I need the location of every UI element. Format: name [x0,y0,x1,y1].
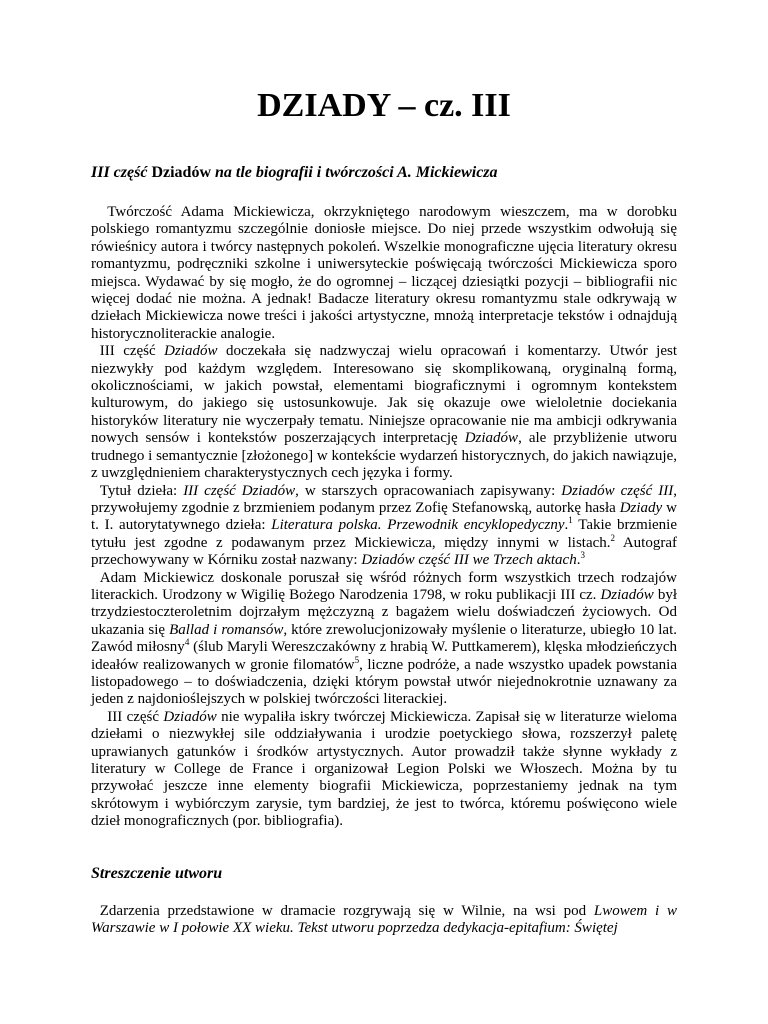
italic-text: Literatura polska. Przewodnik encyklopedyczny [271,517,565,534]
heading-part: na tle biografii i twórczości A. Mickiewicza [211,164,498,181]
document-title: DZIADY – cz. III [257,87,511,124]
heading-part: III część [91,164,152,181]
text-run: Zdarzenia przedstawione w dramacie rozgrywają się w Wilnie, na wsi pod [99,903,594,919]
section-heading-biography [91,163,498,183]
paragraph-6 [91,903,677,938]
body-text-block [91,903,677,938]
paragraph-5 [91,709,677,831]
text-run: doczekała się nadzwyczaj wielu opracowań i komentarzy. Utwór jest niezwykły pod każdym względem. Interesowano się skomplikowaną, oryginalną formą, okolicznościami, w jakich powstał, elementami biograficznymi i ogromnym kontekstem kulturowym, do jakiego się ustosunkowuje. Jak się okazuje owe wieloletnie dociekania historyków literatury nie wyczerpały tematu. Niniejsze opracowanie nie ma ambicji odkrywania nowych sensów i kontekstów poszerzających interpretację [91,343,677,447]
text-run: III część [99,343,165,360]
text-run: nie wypaliła iskry twórczej Mickiewicza. Zapisał się w literaturze wieloma dziełami o niezwykłej sile oddziaływania i urodzie poetyckiego słowa, rozszerzył paletę uprawianych gatunków i środków artystycznych. Autor prowadził także słynne wykłady z literatury w College de France i organizował Legion Polski we Włoszech. Można by tu przywołać jeszcze inne elementy biografii Mickiewicza, poprzestaniemy jednak na tym skrótowym i wybiórczym zarysie, tym bardziej, że jest to twórca, któremu poświęcono wiele dzieł monograficznych (por. bibliografia). [91,708,677,830]
footnote-marker: 2 [610,532,616,543]
text-run: (ślub Maryli Wereszczakówny z hrabią W. Puttkamerem), klęska młodzieńczych ideałów realizowanych w gronie filomatów [91,639,677,673]
section-heading-summary [91,864,222,884]
heading-part: Dziadów [151,164,211,181]
footnote-marker: 5 [354,654,360,665]
text-run: . [576,552,581,569]
text-run: , w starszych opracowaniach zapisywany: [295,482,562,499]
text-run: , ale przybliżenie utworu trudnego i semantycznie [złożonego] w kontekście wydarzeń historycznych, do jakich nawiązuje, z uwzględnieniem charakterystycznych cech języka i formy. [91,430,678,482]
italic-text: Lwowem i w Warszawie w I połowie XX wieku. Tekst utworu poprzedza dedykacja-epitafium: Świętej [91,903,678,937]
text-run: , liczne podróże, a nade wszystko upadek powstania listopadowego – to doświadczenia, dzięki którym powstał utwór niejednokrotnie uznawany za jeden z najdonioślejszych w polskiej twórczości literackiej. [91,656,678,708]
text-run: Takie brzmienie tytułu jest zgodne z podawanym przez Mickiewicza, między innymi w listach. [91,517,677,551]
italic-text: Dziadów część III [561,482,674,499]
footnote-marker: 4 [184,637,190,648]
italic-text: Dziadów [163,708,217,725]
italic-text: Dziadów część III we Trzech aktach [361,552,577,569]
paragraph-2 [91,343,677,482]
paragraph-text: Twórczość Adama Mickiewicza, okrzykniętego narodowym wieszczem, ma w dorobku polskiego romantyzmu szczególnie doniosłe miejsce. Do niej przede wszystkim odwołują się rówieśnicy autora i twórcy następnych pokoleń. Wszelkie monograficzne ujęcia literatury okresu romantyzmu, podręczniki szkolne i uniwersyteckie poświęcają twórczości Mickiewicza sporo miejsca. Wydawać by się mogło, że do ogromnej – liczącej dziesiątki pozycji – bibliografii nic więcej dodać nie można. A jednak! Badacze literatury okresu romantyzmu stale odkrywają w dziełach Mickiewicza nowe treści i jakości artystyczne, mnożą interpretacje tekstów i odnajdują historycznoliterackie analogie. [91,204,677,342]
footnote-marker: 3 [580,550,585,561]
italic-text: Dziady [619,499,663,516]
italic-text: Dziadów [600,586,654,603]
italic-text: Ballad i romansów [169,621,284,638]
body-text-block [91,204,677,831]
paragraph-4 [91,570,677,709]
italic-text: Dziadów [164,343,218,360]
text-run: . [564,517,569,534]
italic-text: Dziadów [464,430,519,447]
heading-text: Streszczenie utworu [91,865,223,882]
paragraph-1 [91,204,677,343]
text-run: w t. I. autorytatywnego dzieła: [91,499,677,534]
text-run: , które zrewolucjonizowały myślenie o literaturze, ubiegło 10 lat. Zawód miłosny [91,621,678,656]
text-run: Autograf przechowywany w Kórniku został nazwany: [91,534,677,569]
text-run: III część [107,708,164,725]
text-run: Tytuł dzieła: [99,482,184,499]
text-run: , przywołujemy zgodnie z brzmieniem podanym przez Zofię Stefanowską, autorkę hasła [91,482,677,516]
paragraph-3 [91,483,677,570]
text-run: był trzydziestoczteroletnim dojrzałym mężczyzną z bagażem wielu doświadczeń życiowych. Od ukazania się [91,586,677,638]
footnote-marker: 1 [568,515,573,526]
text-run: Adam Mickiewicz doskonale poruszał się wśród różnych form wszystkich trzech rodzajów literackich. Urodzony w Wigilię Bożego Narodzenia 1798, w roku publikacji III cz. [91,569,677,603]
italic-text: III część Dziadów [183,482,296,499]
